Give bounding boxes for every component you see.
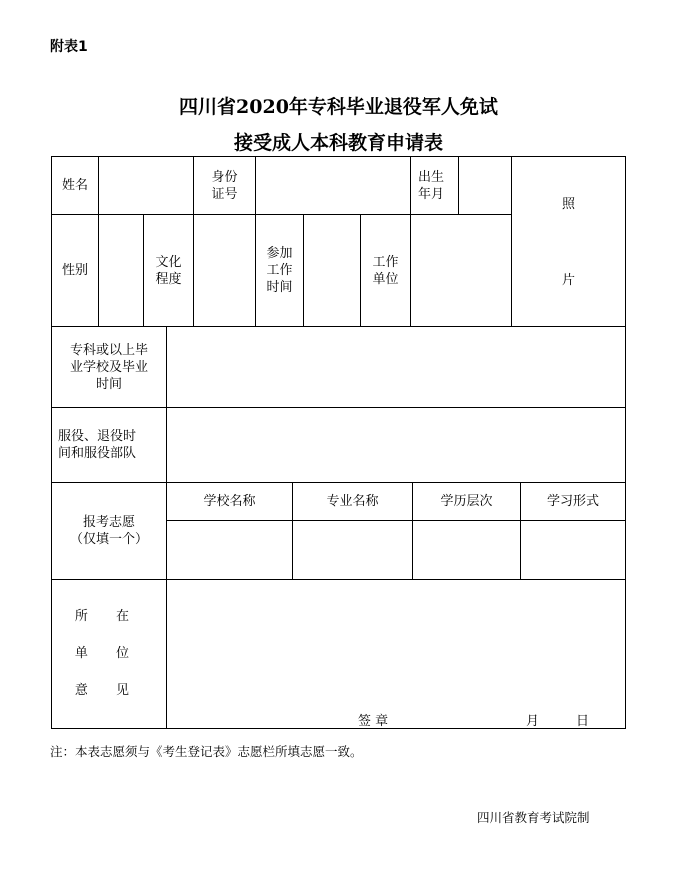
col-line [511,156,512,326]
service-input[interactable] [167,408,625,482]
major-name-input[interactable] [293,521,412,579]
school-name-header: 学校名称 [203,494,256,509]
work-start-input[interactable] [304,215,360,326]
study-mode-input[interactable] [521,521,625,579]
form-note: 注：本表志愿须与《考生登记表》志愿栏所填志愿一致。 [50,744,363,759]
attachment-label: 附表1 [50,39,88,55]
employer-input[interactable] [411,215,511,326]
study-mode-header: 学习形式 [546,494,599,509]
prior-school-label: 专科或以上毕 业学校及毕业 时间 [69,342,148,392]
photo-label-top: 照 [561,196,575,212]
month-label: 月 [526,714,540,729]
id-number-input[interactable] [256,157,410,214]
name-input[interactable] [99,157,193,214]
birth-date-label: 出生 年月 [418,169,445,202]
table-border-right [625,156,626,729]
degree-level-header: 学历层次 [440,494,493,509]
form-title-line1: 四川省2020年专科毕业退役军人免试 [179,96,498,118]
work-start-label: 参加 工作 时间 [266,246,293,295]
school-name-input[interactable] [167,521,292,579]
gender-input[interactable] [99,215,143,326]
name-label: 姓名 [61,178,88,193]
form-title-line2: 接受成人本科教育申请表 [233,132,443,154]
unit-opinion-label: 所 在 单 位 意 见 [74,609,142,698]
unit-opinion-input[interactable] [167,580,625,708]
photo-label-bottom: 片 [561,272,575,288]
education-level-label: 文化 程度 [155,254,182,287]
issuer-label: 四川省教育考试院制 [477,810,590,825]
day-label: 日 [576,714,590,729]
prior-school-input[interactable] [167,327,625,407]
application-label: 报考志愿 （仅填一个） [69,515,148,547]
id-number-label: 身份 证号 [211,169,238,202]
degree-level-input[interactable] [413,521,520,579]
service-label: 服役、退役时 间和服役部队 [58,429,137,461]
birth-date-input[interactable] [459,157,511,214]
major-name-header: 专业名称 [326,494,379,509]
table-border-bottom [51,728,626,729]
employer-label: 工作 单位 [372,254,399,287]
gender-label: 性别 [61,263,88,278]
signature-label: 签 章 [358,714,389,729]
education-level-input[interactable] [194,215,255,326]
